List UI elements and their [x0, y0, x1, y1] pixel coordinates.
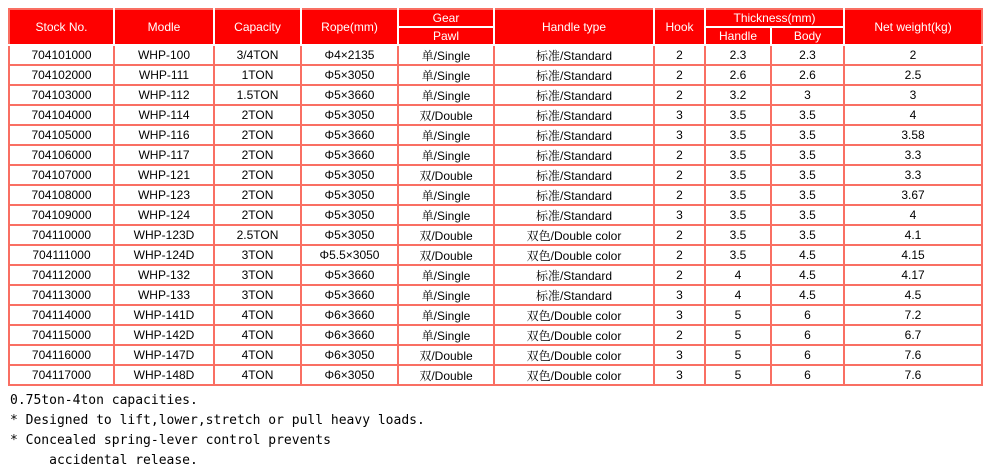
cell-model: WHP-111 — [114, 65, 214, 85]
cell-rope: Φ6×3050 — [301, 365, 398, 385]
cell-hook: 3 — [654, 365, 705, 385]
cell-gear-pawl: 单/Single — [398, 205, 494, 225]
cell-handle-type: 标准/Standard — [494, 205, 654, 225]
cell-hook: 2 — [654, 65, 705, 85]
cell-gear-pawl: 单/Single — [398, 45, 494, 65]
header-thickness: Thickness(mm) — [705, 9, 844, 27]
table-row — [9, 65, 982, 85]
table-row — [9, 125, 982, 145]
cell-handle-type: 标准/Standard — [494, 165, 654, 185]
cell-net-weight: 6.7 — [844, 325, 982, 345]
table-row — [9, 145, 982, 165]
cell-capacity: 3TON — [214, 245, 301, 265]
cell-gear-pawl: 单/Single — [398, 185, 494, 205]
cell-gear-pawl: 单/Single — [398, 65, 494, 85]
cell-thickness-handle: 5 — [705, 325, 771, 345]
cell-handle-type: 双色/Double color — [494, 365, 654, 385]
cell-thickness-body: 3.5 — [771, 105, 844, 125]
cell-capacity: 4TON — [214, 305, 301, 325]
cell-stock-no: 704104000 — [9, 105, 114, 125]
cell-handle-type: 双色/Double color — [494, 305, 654, 325]
cell-gear-pawl: 单/Single — [398, 85, 494, 105]
cell-thickness-handle: 3.5 — [705, 185, 771, 205]
cell-thickness-body: 3.5 — [771, 185, 844, 205]
cell-net-weight: 4.1 — [844, 225, 982, 245]
cell-thickness-handle: 3.5 — [705, 165, 771, 185]
cell-net-weight: 4.5 — [844, 285, 982, 305]
cell-net-weight: 3.67 — [844, 185, 982, 205]
cell-hook: 3 — [654, 305, 705, 325]
cell-thickness-body: 6 — [771, 325, 844, 345]
table-body — [9, 45, 982, 385]
cell-net-weight: 3.3 — [844, 165, 982, 185]
table-row — [9, 45, 982, 65]
table-row — [9, 365, 982, 385]
cell-hook: 3 — [654, 285, 705, 305]
cell-thickness-body: 3 — [771, 85, 844, 105]
cell-rope: Φ5×3050 — [301, 225, 398, 245]
table-row — [9, 345, 982, 365]
cell-gear-pawl: 双/Double — [398, 365, 494, 385]
cell-thickness-body: 6 — [771, 345, 844, 365]
cell-handle-type: 标准/Standard — [494, 285, 654, 305]
cell-gear-pawl: 双/Double — [398, 345, 494, 365]
cell-capacity: 4TON — [214, 365, 301, 385]
header-handle-type: Handle type — [494, 9, 654, 45]
cell-thickness-handle: 4 — [705, 285, 771, 305]
table-row — [9, 325, 982, 345]
table-header — [9, 9, 982, 45]
header-hook: Hook — [654, 9, 705, 45]
cell-net-weight: 2 — [844, 45, 982, 65]
cell-gear-pawl: 双/Double — [398, 225, 494, 245]
cell-stock-no: 704110000 — [9, 225, 114, 245]
cell-capacity: 4TON — [214, 325, 301, 345]
cell-hook: 2 — [654, 165, 705, 185]
cell-gear-pawl: 单/Single — [398, 325, 494, 345]
header-net-weight: Net weight(kg) — [844, 9, 982, 45]
cell-thickness-body: 3.5 — [771, 145, 844, 165]
cell-capacity: 2.5TON — [214, 225, 301, 245]
cell-thickness-handle: 3.5 — [705, 145, 771, 165]
cell-model: WHP-112 — [114, 85, 214, 105]
note-concealed: * Concealed spring-lever control prevents — [10, 433, 331, 448]
cell-net-weight: 3 — [844, 85, 982, 105]
cell-net-weight: 7.2 — [844, 305, 982, 325]
cell-net-weight: 4 — [844, 105, 982, 125]
cell-hook: 2 — [654, 45, 705, 65]
cell-rope: Φ5×3660 — [301, 145, 398, 165]
cell-model: WHP-147D — [114, 345, 214, 365]
cell-capacity: 2TON — [214, 145, 301, 165]
cell-rope: Φ6×3660 — [301, 305, 398, 325]
cell-thickness-handle: 3.5 — [705, 225, 771, 245]
cell-model: WHP-100 — [114, 45, 214, 65]
cell-model: WHP-124D — [114, 245, 214, 265]
cell-hook: 2 — [654, 325, 705, 345]
cell-handle-type: 标准/Standard — [494, 105, 654, 125]
cell-thickness-handle: 3.5 — [705, 205, 771, 225]
cell-thickness-body: 2.6 — [771, 65, 844, 85]
table-row — [9, 245, 982, 265]
cell-thickness-handle: 4 — [705, 265, 771, 285]
cell-thickness-handle: 5 — [705, 305, 771, 325]
cell-gear-pawl: 单/Single — [398, 145, 494, 165]
cell-net-weight: 3.3 — [844, 145, 982, 165]
table-row — [9, 285, 982, 305]
table-row — [9, 225, 982, 245]
cell-net-weight: 4 — [844, 205, 982, 225]
header-gear: Gear — [398, 9, 494, 27]
cell-model: WHP-114 — [114, 105, 214, 125]
cell-model: WHP-142D — [114, 325, 214, 345]
table-row — [9, 105, 982, 125]
cell-capacity: 3TON — [214, 265, 301, 285]
cell-net-weight: 3.58 — [844, 125, 982, 145]
header-model: Modle — [114, 9, 214, 45]
cell-gear-pawl: 单/Single — [398, 125, 494, 145]
cell-rope: Φ5×3050 — [301, 205, 398, 225]
notes — [10, 391, 981, 464]
cell-stock-no: 704117000 — [9, 365, 114, 385]
cell-rope: Φ5×3050 — [301, 185, 398, 205]
cell-rope: Φ5×3660 — [301, 265, 398, 285]
cell-thickness-handle: 3.5 — [705, 105, 771, 125]
header-thickness-handle: Handle — [705, 27, 771, 45]
cell-handle-type: 标准/Standard — [494, 45, 654, 65]
cell-thickness-handle: 5 — [705, 345, 771, 365]
cell-rope: Φ5.5×3050 — [301, 245, 398, 265]
table-row — [9, 205, 982, 225]
cell-handle-type: 标准/Standard — [494, 265, 654, 285]
cell-net-weight: 7.6 — [844, 365, 982, 385]
cell-model: WHP-133 — [114, 285, 214, 305]
cell-stock-no: 704109000 — [9, 205, 114, 225]
cell-hook: 3 — [654, 105, 705, 125]
cell-rope: Φ6×3660 — [301, 325, 398, 345]
cell-stock-no: 704102000 — [9, 65, 114, 85]
cell-thickness-body: 6 — [771, 365, 844, 385]
cell-thickness-body: 4.5 — [771, 285, 844, 305]
cell-hook: 2 — [654, 185, 705, 205]
cell-handle-type: 双色/Double color — [494, 225, 654, 245]
header-thickness-body: Body — [771, 27, 844, 45]
cell-hook: 2 — [654, 145, 705, 165]
cell-stock-no: 704103000 — [9, 85, 114, 105]
cell-gear-pawl: 双/Double — [398, 105, 494, 125]
cell-stock-no: 704116000 — [9, 345, 114, 365]
cell-thickness-body: 2.3 — [771, 45, 844, 65]
cell-net-weight: 4.17 — [844, 265, 982, 285]
cell-stock-no: 704108000 — [9, 185, 114, 205]
cell-hook: 3 — [654, 125, 705, 145]
cell-model: WHP-123D — [114, 225, 214, 245]
cell-model: WHP-132 — [114, 265, 214, 285]
table-row — [9, 85, 982, 105]
header-pawl: Pawl — [398, 27, 494, 45]
cell-stock-no: 704113000 — [9, 285, 114, 305]
cell-thickness-body: 3.5 — [771, 125, 844, 145]
cell-thickness-body: 6 — [771, 305, 844, 325]
cell-thickness-handle: 3.5 — [705, 245, 771, 265]
header-row-1 — [9, 9, 982, 27]
table-row — [9, 165, 982, 185]
cell-gear-pawl: 单/Single — [398, 285, 494, 305]
cell-handle-type: 双色/Double color — [494, 325, 654, 345]
cell-rope: Φ5×3050 — [301, 65, 398, 85]
cell-rope: Φ5×3050 — [301, 105, 398, 125]
table-row — [9, 305, 982, 325]
cell-hook: 2 — [654, 265, 705, 285]
cell-thickness-handle: 3.5 — [705, 125, 771, 145]
cell-thickness-body: 3.5 — [771, 165, 844, 185]
table-row — [9, 265, 982, 285]
cell-handle-type: 双色/Double color — [494, 245, 654, 265]
header-capacity: Capacity — [214, 9, 301, 45]
cell-model: WHP-141D — [114, 305, 214, 325]
cell-capacity: 4TON — [214, 345, 301, 365]
cell-capacity: 2TON — [214, 165, 301, 185]
cell-model: WHP-123 — [114, 185, 214, 205]
cell-stock-no: 704112000 — [9, 265, 114, 285]
cell-net-weight: 7.6 — [844, 345, 982, 365]
cell-capacity: 2TON — [214, 125, 301, 145]
cell-model: WHP-148D — [114, 365, 214, 385]
cell-capacity: 1.5TON — [214, 85, 301, 105]
cell-handle-type: 标准/Standard — [494, 185, 654, 205]
cell-gear-pawl: 单/Single — [398, 265, 494, 285]
cell-stock-no: 704111000 — [9, 245, 114, 265]
cell-net-weight: 4.15 — [844, 245, 982, 265]
cell-rope: Φ5×3660 — [301, 285, 398, 305]
cell-gear-pawl: 双/Double — [398, 245, 494, 265]
cell-thickness-handle: 2.3 — [705, 45, 771, 65]
cell-rope: Φ5×3050 — [301, 165, 398, 185]
cell-thickness-body: 4.5 — [771, 265, 844, 285]
cell-handle-type: 标准/Standard — [494, 145, 654, 165]
cell-stock-no: 704106000 — [9, 145, 114, 165]
cell-thickness-body: 4.5 — [771, 245, 844, 265]
note-capacities: 0.75ton-4ton capacities. — [10, 393, 198, 408]
cell-handle-type: 双色/Double color — [494, 345, 654, 365]
cell-capacity: 2TON — [214, 105, 301, 125]
cell-handle-type: 标准/Standard — [494, 125, 654, 145]
cell-model: WHP-124 — [114, 205, 214, 225]
cell-thickness-handle: 5 — [705, 365, 771, 385]
cell-hook: 2 — [654, 245, 705, 265]
cell-model: WHP-121 — [114, 165, 214, 185]
cell-net-weight: 2.5 — [844, 65, 982, 85]
cell-capacity: 1TON — [214, 65, 301, 85]
cell-handle-type: 标准/Standard — [494, 65, 654, 85]
cell-gear-pawl: 双/Double — [398, 165, 494, 185]
cell-handle-type: 标准/Standard — [494, 85, 654, 105]
cell-hook: 2 — [654, 85, 705, 105]
cell-gear-pawl: 单/Single — [398, 305, 494, 325]
header-rope: Rope(mm) — [301, 9, 398, 45]
cell-rope: Φ5×3660 — [301, 85, 398, 105]
note-accidental: accidental release. — [10, 453, 198, 464]
cell-hook: 3 — [654, 205, 705, 225]
cell-model: WHP-117 — [114, 145, 214, 165]
cell-capacity: 3TON — [214, 285, 301, 305]
cell-stock-no: 704101000 — [9, 45, 114, 65]
header-stock-no: Stock No. — [9, 9, 114, 45]
cell-capacity: 2TON — [214, 205, 301, 225]
cell-hook: 2 — [654, 225, 705, 245]
cell-rope: Φ5×3660 — [301, 125, 398, 145]
cell-stock-no: 704115000 — [9, 325, 114, 345]
cell-rope: Φ6×3050 — [301, 345, 398, 365]
cell-capacity: 2TON — [214, 185, 301, 205]
cell-stock-no: 704114000 — [9, 305, 114, 325]
cell-thickness-body: 3.5 — [771, 225, 844, 245]
cell-stock-no: 704105000 — [9, 125, 114, 145]
cell-rope: Φ4×2135 — [301, 45, 398, 65]
cell-thickness-handle: 3.2 — [705, 85, 771, 105]
cell-hook: 3 — [654, 345, 705, 365]
cell-model: WHP-116 — [114, 125, 214, 145]
table-row — [9, 185, 982, 205]
cell-capacity: 3/4TON — [214, 45, 301, 65]
product-spec-table — [8, 8, 983, 386]
cell-thickness-handle: 2.6 — [705, 65, 771, 85]
cell-stock-no: 704107000 — [9, 165, 114, 185]
cell-thickness-body: 3.5 — [771, 205, 844, 225]
note-designed: * Designed to lift,lower,stretch or pull heavy loads. — [10, 413, 425, 428]
